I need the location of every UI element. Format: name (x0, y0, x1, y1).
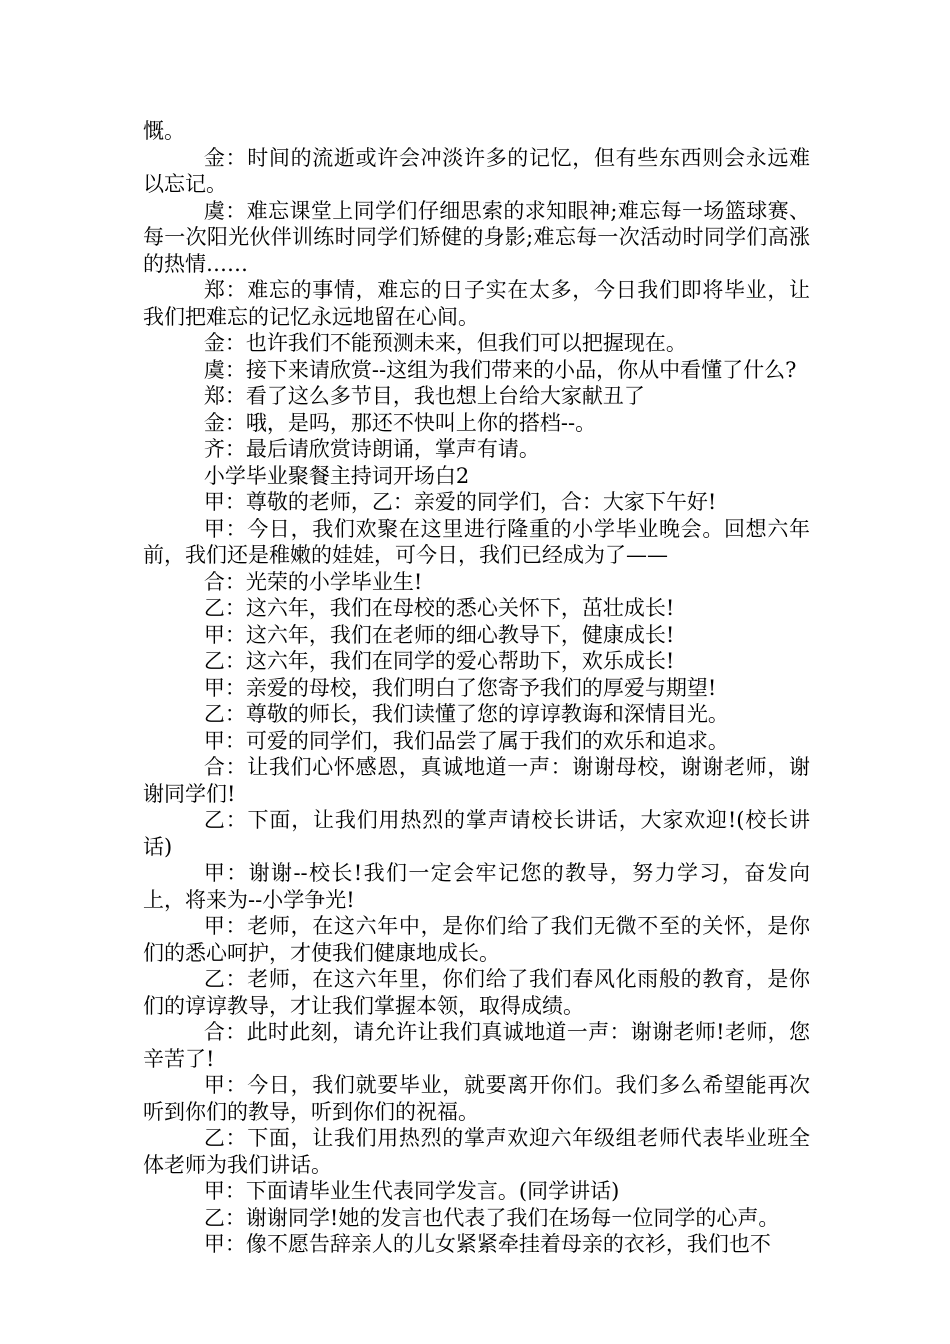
paragraph: 乙：谢谢同学!她的发言也代表了我们在场每一位同学的心声。 (203, 1205, 780, 1230)
paragraph: 甲：像不愿告辞亲人的儿女紧紧牵挂着母亲的衣衫，我们也不 (203, 1232, 771, 1256)
paragraph: 虞：难忘课堂上同学们仔细思索的求知眼神;难忘每一场篮球赛、每一次阳光伙伴训练时同学们矫健的身影;难忘每一次活动时同学们高涨的热情…… (143, 198, 810, 276)
paragraph: 慨。 (143, 119, 185, 143)
paragraph: 乙：这六年，我们在同学的爱心帮助下，欢乐成长! (203, 649, 675, 673)
paragraph: 甲：亲爱的母校，我们明白了您寄予我们的厚爱与期望! (203, 675, 717, 700)
paragraph: 虞：接下来请欣赏--这组为我们带来的小品，你从中看懂了什么? (203, 357, 797, 382)
paragraph: 乙：下面，让我们用热烈的掌声欢迎六年级组老师代表毕业班全体老师为我们讲话。 (143, 1126, 810, 1177)
document-page (143, 118, 810, 1258)
paragraph: 郑：难忘的事情，难忘的日子实在太多，今日我们即将毕业，让我们把难忘的记忆永远地留在心间。 (143, 278, 810, 329)
paragraph: 乙：老师，在这六年里，你们给了我们春风化雨般的教育，是你们的谆谆教导，才让我们掌握本领，取得成绩。 (143, 967, 810, 1018)
paragraph: 甲：这六年，我们在老师的细心教导下，健康成长! (203, 622, 675, 647)
paragraph: 金：哦，是吗，那还不快叫上你的搭档--。 (203, 410, 597, 435)
paragraph: 甲：谢谢--校长!我们一定会牢记您的教导，努力学习，奋发向上，将来为--小学争光! (143, 861, 810, 912)
paragraph: 乙：这六年，我们在母校的悉心关怀下，茁壮成长! (203, 596, 675, 620)
paragraph: 齐：最后请欣赏诗朗诵，掌声有请。 (203, 437, 540, 461)
paragraph: 甲：今日，我们就要毕业，就要离开你们。我们多么希望能再次听到你们的教导，听到你们的祝福。 (143, 1073, 810, 1124)
paragraph: 甲：可爱的同学们，我们品尝了属于我们的欢乐和追求。 (203, 728, 729, 753)
paragraph: 甲：尊敬的老师，乙：亲爱的同学们，合：大家下午好! (203, 490, 717, 514)
paragraph: 乙：下面，让我们用热烈的掌声请校长讲话，大家欢迎!(校长讲话) (143, 808, 810, 859)
paragraph: 金：时间的流逝或许会冲淡许多的记忆，但有些东西则会永远难以忘记。 (143, 145, 810, 196)
paragraph: 合：让我们心怀感恩，真诚地道一声：谢谢母校，谢谢老师，谢谢同学们! (143, 755, 810, 806)
paragraph: 合：光荣的小学毕业生! (203, 569, 423, 594)
paragraph: 甲：下面请毕业生代表同学发言。(同学讲话) (203, 1179, 620, 1203)
section-heading: 小学毕业聚餐主持词开场白2 (203, 463, 470, 488)
paragraph: 合：此时此刻，请允许让我们真诚地道一声：谢谢老师!老师，您辛苦了! (143, 1020, 810, 1071)
paragraph: 乙：尊敬的师长，我们读懂了您的谆谆教诲和深情目光。 (203, 702, 729, 726)
paragraph: 甲：老师，在这六年中，是你们给了我们无微不至的关怀，是你们的悉心呵护，才使我们健康地成长。 (143, 914, 810, 965)
paragraph: 甲：今日，我们欢聚在这里进行隆重的小学毕业晚会。回想六年前，我们还是稚嫩的娃娃，可今日，我们已经成为了—— (143, 516, 810, 567)
paragraph: 金：也许我们不能预测未来，但我们可以把握现在。 (203, 331, 687, 355)
paragraph: 郑：看了这么多节目，我也想上台给大家献丑了 (203, 384, 645, 408)
